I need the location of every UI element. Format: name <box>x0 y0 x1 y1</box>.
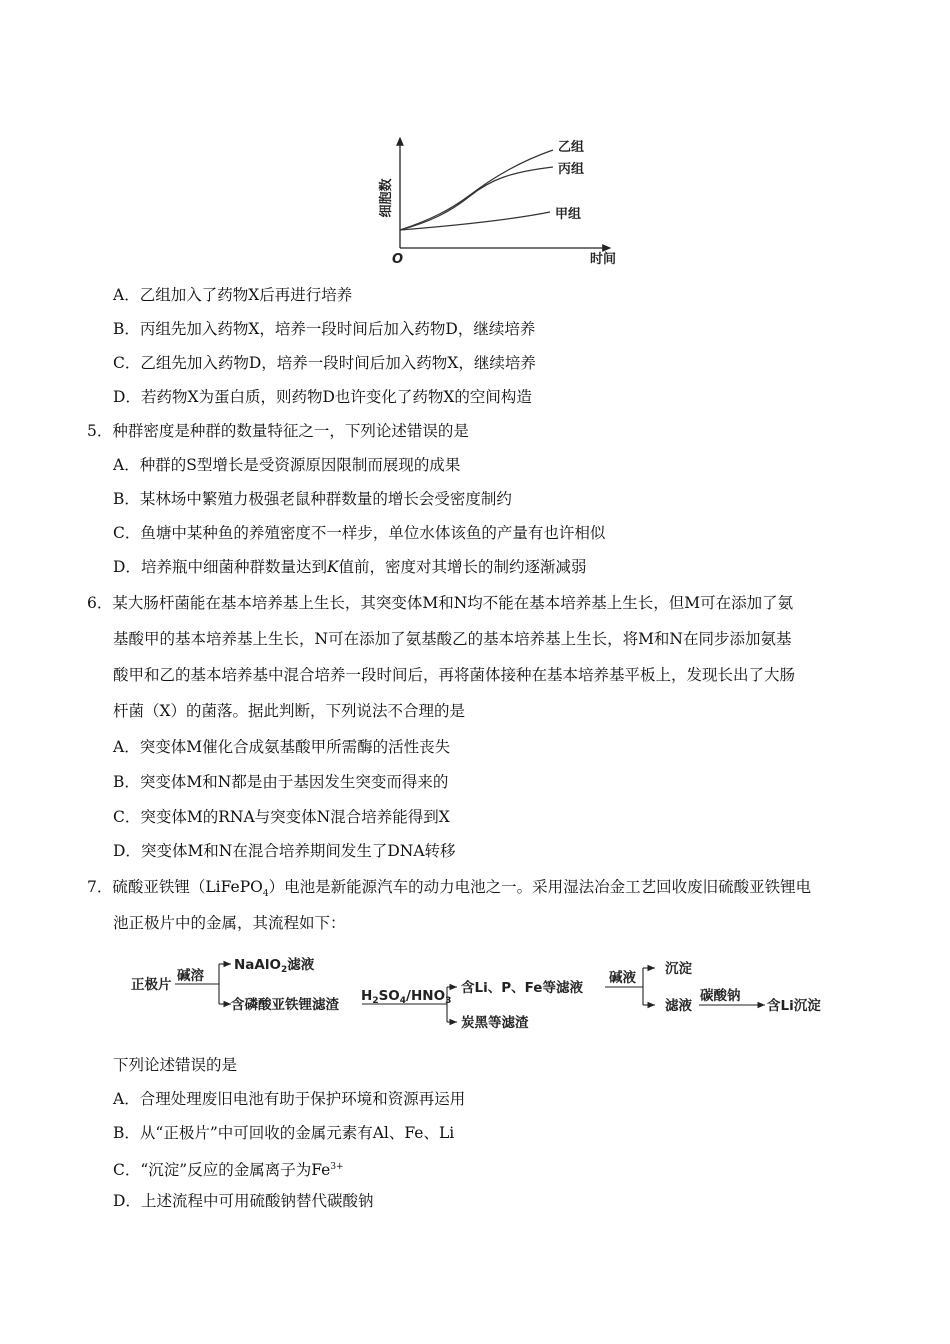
q7-option-c: C．“沉淀”反应的金属离子为$Fe^{3+}$ <box>113 1161 344 1180</box>
q4-option-b: B．丙组先加入药物X，培养一段时间后加入药物D，继续培养 <box>113 320 536 338</box>
q5-option-c: C．鱼塘中某种鱼的养殖密度不一样步，单位水体该鱼的产量有也许相似 <box>113 524 606 542</box>
q4-option-a: A．乙组加入了药物X后再进行培养 <box>113 286 353 304</box>
flow-step1-label: 碱溶 <box>177 968 204 984</box>
curve-label-yi: 乙组 <box>558 140 585 155</box>
flow-out2a: 含Li、P、Fe等滤液 <box>461 980 583 996</box>
q7-option-b: B．从“正极片”中可回收的金属元素有Al、Fe、Li <box>113 1124 455 1142</box>
q7-sub-stem: 下列论述错误的是 <box>113 1056 238 1074</box>
recycling-flow-diagram <box>125 950 845 1040</box>
flow-out1b: 含磷酸亚铁锂滤渣 <box>231 997 339 1013</box>
q6-option-d: D．突变体M和N在混合培养期间发生了DNA转移 <box>113 842 456 860</box>
q5-option-d: D．培养瓶中细菌种群数量达到K值前，密度对其增长的制约逐渐减弱 <box>113 558 587 576</box>
q5-option-a: A．种群的S型增长是受资源原因限制而展现的成果 <box>113 456 461 474</box>
flow-step4-label: 碳酸钠 <box>700 988 741 1004</box>
flow-out1a: NaAlO$_2$滤液 <box>234 957 315 975</box>
flow-out4: 含Li沉淀 <box>767 998 821 1014</box>
flow-start: 正极片 <box>131 977 172 993</box>
q7-stem-line-2: 池正极片中的金属，其流程如下： <box>113 914 346 932</box>
curve-label-jia: 甲组 <box>555 207 582 222</box>
cell-growth-graph <box>370 130 620 270</box>
flow-out3a: 沉淀 <box>665 961 692 977</box>
flow-step2-reagent: $H_2SO_4/HNO_3$ <box>361 988 452 1006</box>
q7-option-a: A．合理处理废旧电池有助于保护环境和资源再运用 <box>113 1090 466 1108</box>
q4-option-d: D．若药物X为蛋白质，则药物D也许变化了药物X的空间构造 <box>113 388 532 406</box>
y-axis-label: 细胞数 <box>379 178 394 218</box>
curve-label-bing: 丙组 <box>558 162 585 177</box>
flow-out3b: 滤液 <box>665 998 692 1014</box>
q6-stem-line-4: 杆菌（X）的菌落。据此判断，下列说法不合理的是 <box>113 702 466 720</box>
q6-stem-line-3: 酸甲和乙的基本培养基中混合培养一段时间后，再将菌体接种在基本培养基平板上，发现长出了大肠 <box>113 666 796 684</box>
q6-option-c: C．突变体M的RNA与突变体N混合培养能得到X <box>113 808 450 826</box>
flow-step3-label: 碱液 <box>609 970 636 986</box>
x-axis-label: 时间 <box>590 252 617 267</box>
q4-option-c: C．乙组先加入药物D，培养一段时间后加入药物X，继续培养 <box>113 354 536 372</box>
q5-option-b: B．某林场中繁殖力极强老鼠种群数量的增长会受密度制约 <box>113 490 512 508</box>
q6-option-a: A．突变体M催化合成氨基酸甲所需酶的活性丧失 <box>113 738 451 756</box>
q6-stem-line-2: 基酸甲的基本培养基上生长，N可在添加了氨基酸乙的基本培养基上生长，将M和N在同步添加氨基 <box>113 630 792 648</box>
q6-stem-line-1: 6．某大肠杆菌能在基本培养基上生长，其突变体M和N均不能在基本培养基上生长，但M可在添加了氨 <box>87 594 794 612</box>
curve-yi <box>400 150 553 230</box>
q7-option-d: D．上述流程中可用硫酸钠替代碳酸钠 <box>113 1192 374 1210</box>
origin-label: O <box>392 252 404 267</box>
q7-stem-line-1: 7．硫酸亚铁锂（LiFePO$_4$）电池是新能源汽车的动力电池之一。采用湿法冶金工艺回收废旧硫酸亚铁锂电 <box>87 878 812 900</box>
q6-option-b: B．突变体M和N都是由于基因发生突变而得来的 <box>113 773 449 791</box>
curve-bing <box>400 167 553 230</box>
q5-stem: 5．种群密度是种群的数量特征之一，下列论述错误的是 <box>87 422 469 440</box>
flow-out2b: 炭黑等滤渣 <box>461 1015 529 1031</box>
